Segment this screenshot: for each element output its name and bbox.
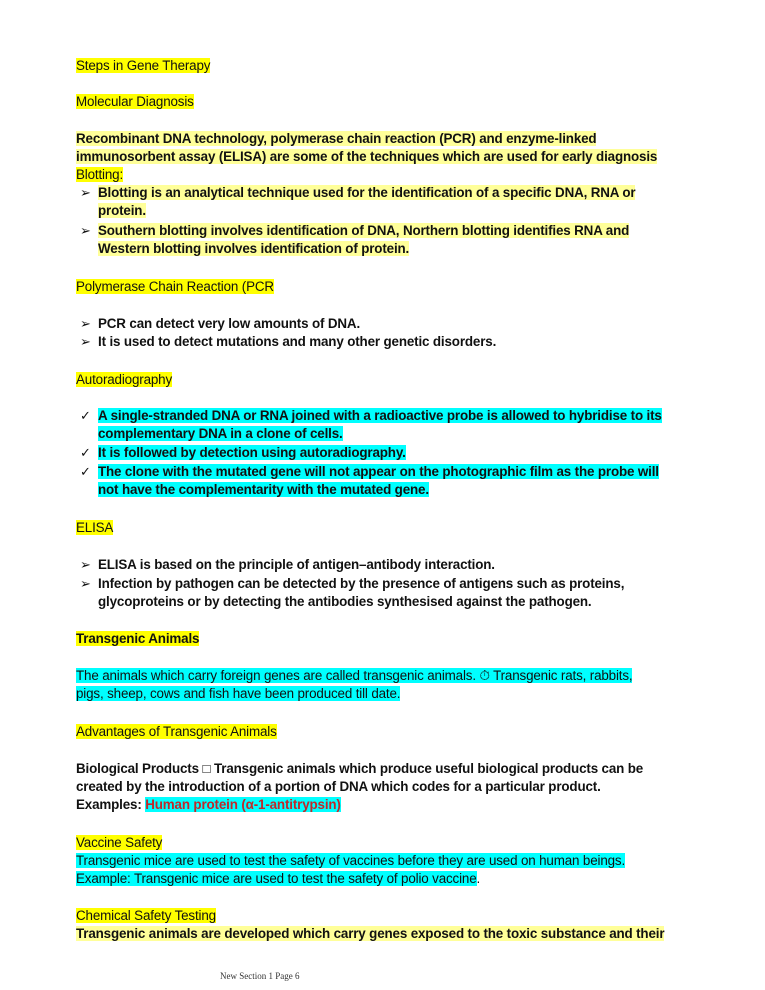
autorad-bullet-1-line-1: A single-stranded DNA or RNA joined with a radioactive probe is allowed to hybridise to its [98,408,662,423]
transgenic-para-line-2: pigs, sheep, cows and fish have been produced till date. [76,686,401,701]
autorad-bullet-1-line-2: complementary DNA in a clone of cells. [98,426,343,441]
arrow-bullet-icon: ➢ [80,185,91,200]
blotting-bullet-2-line-1: Southern blotting involves identification of DNA, Northern blotting identifies RNA and [98,223,630,238]
heading-elisa: ELISA [76,520,114,535]
examples-label: Examples: [76,797,146,812]
heading-autoradiography: Autoradiography [76,372,173,387]
bio-products-line-2: created by the introduction of a portion of DNA which codes for a particular product. [76,779,601,794]
arrow-bullet-icon: ➢ [80,223,91,238]
pcr-bullet-2: It is used to detect mutations and many other genetic disorders. [98,334,497,349]
heading-chemical-safety: Chemical Safety Testing [76,908,216,923]
intro-line-2: immunosorbent assay (ELISA) are some of the techniques which are used for early diagnosis [76,149,658,164]
heading-molecular-diagnosis: Molecular Diagnosis [76,94,194,109]
blotting-bullet-1-line-2: protein. [98,203,146,218]
autorad-bullet-3-line-1: The clone with the mutated gene will not appear on the photographic film as the probe will [98,464,659,479]
heading-transgenic-animals: Transgenic Animals [76,631,200,646]
blotting-bullet-1-line-1: Blotting is an analytical technique used for the identification of a specific DNA, RNA or [98,185,636,200]
blotting-bullet-2-line-2: Western blotting involves identification of protein. [98,241,410,256]
vaccine-para-line-2: Example: Transgenic mice are used to test the safety of polio vaccine [76,871,477,886]
arrow-bullet-icon: ➢ [80,316,91,331]
bio-products-line-1: Biological Products □ Transgenic animals which produce useful biological products can be [76,761,644,776]
arrow-bullet-icon: ➢ [80,334,91,349]
heading-blotting: Blotting: [76,167,124,182]
elisa-bullet-2-line-2: glycoproteins or by detecting the antibodies synthesised against the pathogen. [98,594,592,609]
autorad-bullet-2: It is followed by detection using autoradiography. [98,445,406,460]
arrow-bullet-icon: ➢ [80,576,91,591]
page-footer: New Section 1 Page 6 [220,971,300,981]
transgenic-para-line-1: The animals which carry foreign genes are called transgenic animals. ⏱ Transgenic rats, rabbits, [76,668,633,683]
check-bullet-icon: ✓ [80,464,91,479]
chemical-para-line-1: Transgenic animals are developed which carry genes exposed to the toxic substance and their [76,926,665,941]
autorad-bullet-3-line-2: not have the complementarity with the mutated gene. [98,482,429,497]
check-bullet-icon: ✓ [80,445,91,460]
heading-vaccine-safety: Vaccine Safety [76,835,163,850]
elisa-bullet-2-line-1: Infection by pathogen can be detected by the presence of antigens such as proteins, [98,576,625,591]
heading-steps: Steps in Gene Therapy [76,58,211,73]
vaccine-para-tail: . [476,871,481,886]
examples-value: Human protein (α-1-antitrypsin) [145,797,341,812]
pcr-bullet-1: PCR can detect very low amounts of DNA. [98,316,361,331]
check-bullet-icon: ✓ [80,408,91,423]
intro-line-1: Recombinant DNA technology, polymerase chain reaction (PCR) and enzyme-linked [76,131,597,146]
heading-advantages: Advantages of Transgenic Animals [76,724,277,739]
heading-pcr: Polymerase Chain Reaction (PCR [76,279,274,294]
arrow-bullet-icon: ➢ [80,557,91,572]
vaccine-para-line-1: Transgenic mice are used to test the safety of vaccines before they are used on human beings. [76,853,626,868]
elisa-bullet-1: ELISA is based on the principle of antigen–antibody interaction. [98,557,495,572]
